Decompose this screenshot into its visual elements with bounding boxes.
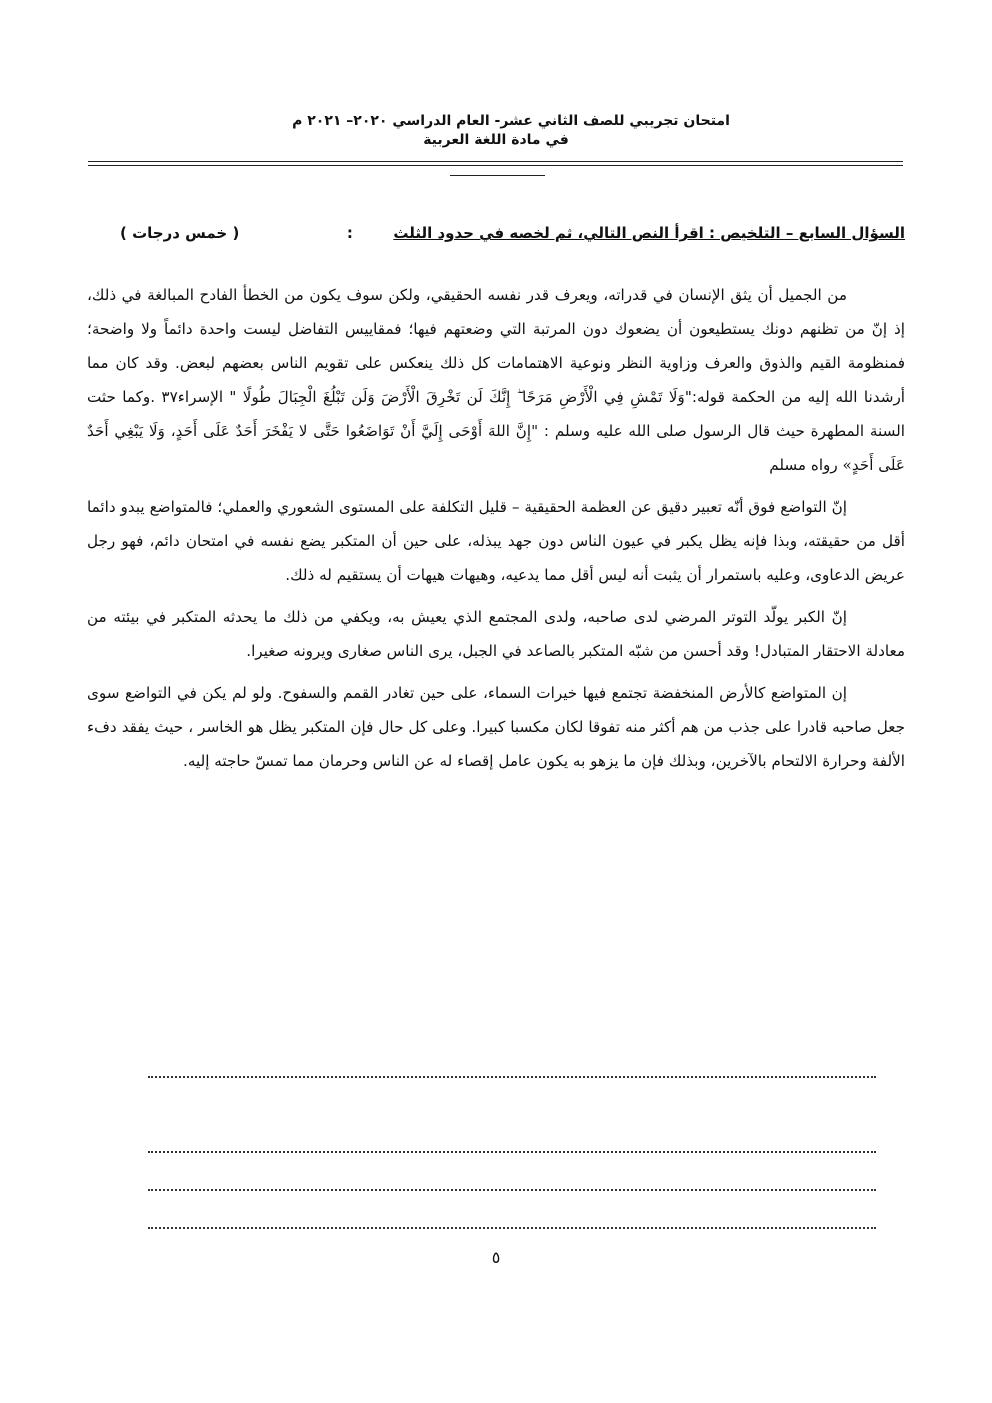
quran-verse: وَلَا تَمْشِ فِي الْأَرْضِ مَرَحًا ۖ إِنَّكَ لَن تَخْرِقَ الْأَرْضَ وَلَن تَبْلُغَ الْجِبَالَ طُولًا xyxy=(242,388,685,406)
passage-paragraph-4: إن المتواضع كالأرض المنخفضة تجتمع فيها خيرات السماء، على حين تغادر القمم والسفوح. ولو لم يكن في التواضع سوى جعل صاحبه قادرا على جذب من هم أكثر منه تفوقا لكان مكسبا كبيرا. وعلى كل حال فإن المتكبر يظل هو الخاسر ، حيث يفقد دفء الألفة وحرارة الالتحام بالآخرين، وبذلك فإن ما يزهو به يكون عامل إقصاء له عن الناس وحرمان مما تمسّ حاجته إليه. xyxy=(87,684,905,770)
exam-title: امتحان تجريبي للصف الثاني عشر- العام الدراسي ٢٠٢٠– ٢٠٢١ م xyxy=(292,113,730,129)
passage-paragraph-1 xyxy=(87,278,905,482)
passage-paragraph-3: إنّ الكبر يولّد التوتر المرضي لدى صاحبه، ولدى المجتمع الذي يعيش به، ويكفي من ذلك ما يحدثه المتكبر في بيئته من معادلة الاحتقار المتبادل! وقد أحسن من شبّه المتكبر بالصاعد في الجبل، يرى الناس صغارى ويرونه صغيرا. xyxy=(87,608,905,660)
passage-p1-text-b: " الإسراء٣٧ .وكما حثت السنة المطهرة حيث قال الرسول صلى الله عليه وسلم : xyxy=(87,388,905,440)
passage-p1-text-a: من الجميل أن يثق الإنسان في قدراته، ويعرف قدر نفسه الحقيقي، ولكن سوف يكون من الخطأ الفادح المبالغة في ذلك، إذ إنّ من تظنهم دونك يستطيعون أن يضعوك دون المرتبة التي وضعتهم فيها؛ فمقاييس التفاضل ليست واحدة دائماً ولا واضحة؛ فمنظومة القيم والذوق والعرف وزاوية النظر ونوعية الاهتمامات كل ذلك ينعكس على تقويم الناس بعضهم لبعض. وقد كان مما أرشدنا الله إليه من الحكمة قوله:" xyxy=(87,286,905,406)
header-rule-short xyxy=(450,175,545,176)
passage xyxy=(87,278,905,786)
hadith-source: رواه مسلم xyxy=(769,456,838,474)
passage-paragraph-2: إنّ التواضع فوق أنّه تعبير دقيق عن العظمة الحقيقية – قليل التكلفة على المستوى الشعوري والعملي؛ فالمتواضع يبدو دائما أقل من حقيقته، وبذا فإنه يظل يكبر في عيون الناس دون جهد يبذله، على حين أن المتكبر يضع نفسه في امتحان دائم، فهو رجل عريض الدعاوى، وعليه باستمرار أن يثبت أنه ليس أقل مما يدعيه، وهيهات هيهات أن يستقيم له ذلك. xyxy=(87,498,905,584)
page-number: ٥ xyxy=(491,1248,501,1267)
answer-line-2[interactable] xyxy=(148,1151,876,1153)
header-rule-bottom xyxy=(88,165,903,166)
exam-subject: في مادة اللغة العربية xyxy=(423,132,569,148)
answer-line-4[interactable] xyxy=(148,1227,876,1229)
question-colon: : xyxy=(346,224,353,242)
question-label: السؤال السابع – التلخيص : اقرأ النص التالي، ثم لخصه في حدود الثلث xyxy=(393,224,905,242)
hadith-text: "إِنَّ اللهَ أَوْحَى إِلَيَّ أَنْ تَوَاضَعُوا حَتَّى لا يَفْخَرَ أَحَدٌ عَلَى أَحَدٍ، وَلَا يَبْغِي أَحَدٌ عَلَى أَحَدٍ» xyxy=(87,422,905,474)
header-rule-top xyxy=(88,161,903,162)
question-heading xyxy=(120,222,905,244)
answer-line-3[interactable] xyxy=(148,1189,876,1191)
question-marks: ( خمس درجات ) xyxy=(120,224,240,242)
answer-line-1[interactable] xyxy=(148,1076,876,1078)
exam-header xyxy=(0,112,992,150)
